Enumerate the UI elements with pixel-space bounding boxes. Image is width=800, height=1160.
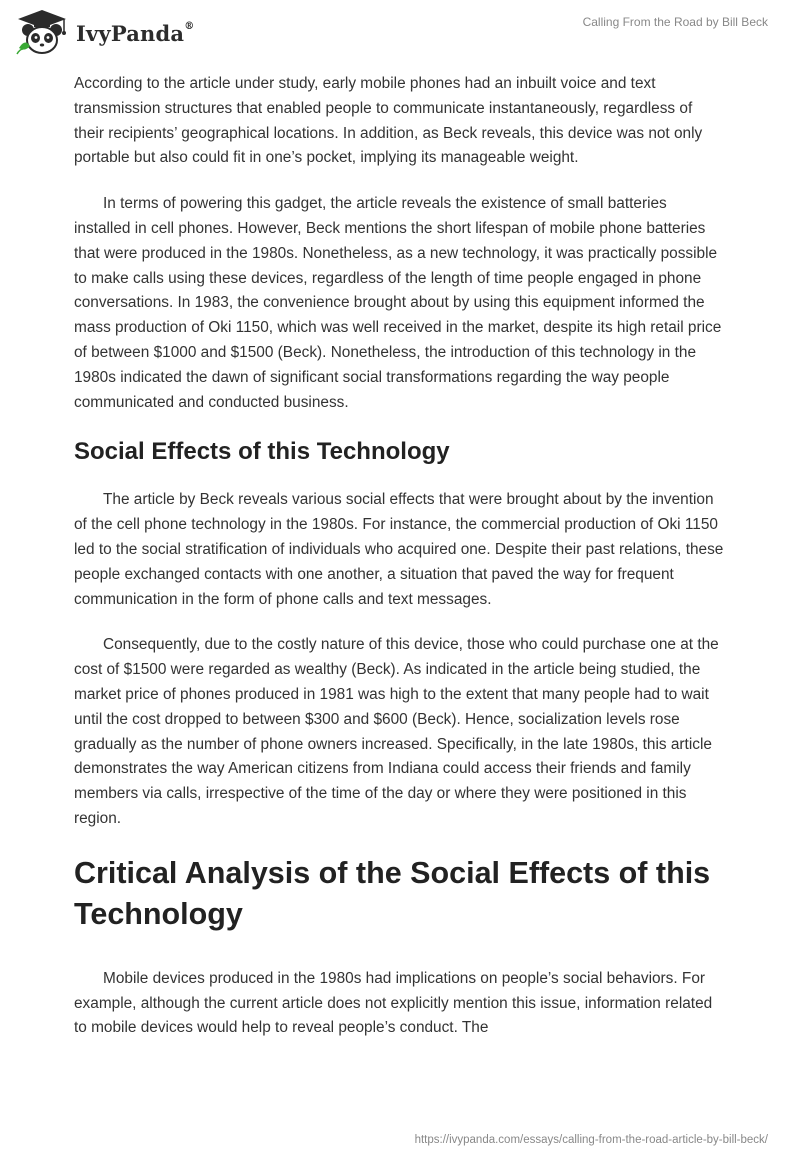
paragraph: The article by Beck reveals various social effects that were brought about by the invention of the cell phone technology in the 1980s. For instance, the commercial production of Oki 1150 led to the social stratification of individuals who acquired one. Despite their past relations, these people exchanged contacts with one another, a situation that paved the way for frequent communication in the form of phone calls and text messages. xyxy=(74,491,724,608)
document-title: Calling From the Road by Bill Beck xyxy=(582,15,768,29)
page-header xyxy=(0,0,800,64)
paragraph: In terms of powering this gadget, the article reveals the existence of small batteries installed in cell phones. However, Beck mentions the short lifespan of mobile phone batteries that were produced in the 1980s. Nonetheless, as a new technology, it was practically possible to make calls using these devices, regardless of the length of time people engaged in phone conversations. In 1983, the convenience brought about by using this equipment informed the mass production of Oki 1150, which was well received in the market, despite its high retail price of between $1000 and $1500 (Beck). Nonetheless, the introduction of this technology in the 1980s indicated the dawn of significant social transformations regarding the way people communicated and conducted business. xyxy=(74,195,722,411)
brand-name: IvyPanda® xyxy=(76,20,195,46)
source-url[interactable]: https://ivypanda.com/essays/calling-from-the-road-article-by-bill-beck/ xyxy=(414,1134,768,1146)
paragraph: Mobile devices produced in the 1980s had implications on people’s social behaviors. For example, although the current article does not explicitly mention this issue, information related to mobile devices would help to reveal people’s conduct. The xyxy=(74,969,713,1037)
paragraph: According to the article under study, early mobile phones had an inbuilt voice and text transmission structures that enabled people to communicate instantaneously, regardless of their recipients’ geographical locations. In addition, as Beck reveals, this device was not only portable but also could fit in one’s pocket, implying its manageable weight. xyxy=(74,75,703,167)
section-heading-large: Critical Analysis of the Social Effects of this Technology xyxy=(74,855,711,931)
paragraph: Consequently, due to the costly nature of this device, those who could purchase one at the cost of $1500 were regarded as wealthy (Beck). As indicated in the article being studied, the market price of phones produced in 1981 was high to the extent that many people had to wait until the cost dropped to between $300 and $600 (Beck). Hence, socialization levels rose gradually as the number of phone owners increased. Specifically, in the late 1980s, this article demonstrates the way American citizens from Indiana could access their friends and family members via calls, irrespective of the time of the day or where they were positioned in this region. xyxy=(74,636,719,827)
panda-graduate-icon xyxy=(14,8,70,56)
ivypanda-logo[interactable] xyxy=(14,8,194,56)
essay-body xyxy=(74,72,724,1062)
section-heading: Social Effects of this Technology xyxy=(74,438,450,466)
